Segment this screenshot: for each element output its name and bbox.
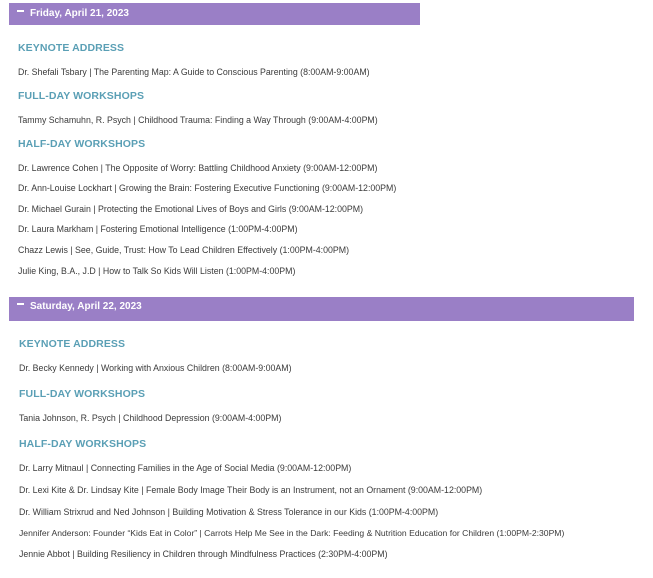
session-item: Dr. Lexi Kite & Dr. Lindsay Kite | Female Body Image Their Body is an Instrument, not an Ornament (9:00AM-12:00PM)	[19, 485, 483, 495]
session-item: Dr. Laura Markham | Fostering Emotional Intelligence (1:00PM-4:00PM)	[18, 224, 298, 234]
fullday-heading: FULL-DAY WORKSHOPS	[18, 90, 145, 102]
session-item: Jennie Abbot | Building Resiliency in Children through Mindfulness Practices (2:30PM-4:00PM)	[19, 549, 388, 559]
session-item: Dr. Lawrence Cohen | The Opposite of Worry: Battling Childhood Anxiety (9:00AM-12:00PM)	[18, 163, 378, 173]
collapse-icon[interactable]	[17, 10, 24, 12]
fullday-heading: FULL-DAY WORKSHOPS	[19, 388, 146, 400]
session-item: Dr. Ann-Louise Lockhart | Growing the Brain: Fostering Executive Functioning (9:00AM-12:00PM)	[18, 183, 397, 193]
session-item: Dr. Shefali Tsbary | The Parenting Map: A Guide to Conscious Parenting (8:00AM-9:00AM)	[18, 67, 370, 77]
halfday-heading: HALF-DAY WORKSHOPS	[19, 438, 147, 450]
session-item: Chazz Lewis | See, Guide, Trust: How To Lead Children Effectively (1:00PM-4:00PM)	[18, 245, 350, 255]
collapse-icon[interactable]	[17, 303, 24, 305]
keynote-heading: KEYNOTE ADDRESS	[19, 338, 126, 350]
session-item: Jennifer Anderson: Founder “Kids Eat in Color” | Carrots Help Me See in the Dark: Feeding & Nutrition Education for Children (1:00PM-2:30PM)	[19, 528, 565, 538]
session-item: Tania Johnson, R. Psych | Childhood Depression (9:00AM-4:00PM)	[19, 413, 282, 423]
day-header-label: Saturday, April 22, 2023	[30, 301, 142, 312]
halfday-heading: HALF-DAY WORKSHOPS	[18, 138, 146, 150]
session-item: Dr. Larry Mitnaul | Connecting Families in the Age of Social Media (9:00AM-12:00PM)	[19, 463, 352, 473]
session-item: Dr. Michael Gurain | Protecting the Emotional Lives of Boys and Girls (9:00AM-12:00PM)	[18, 204, 364, 214]
session-item: Dr. Becky Kennedy | Working with Anxious Children (8:00AM-9:00AM)	[19, 363, 292, 373]
day-header-saturday[interactable]	[9, 297, 634, 321]
session-item: Tammy Schamuhn, R. Psych | Childhood Trauma: Finding a Way Through (9:00AM-4:00PM)	[18, 115, 378, 125]
session-item: Dr. William Strixrud and Ned Johnson | Building Motivation & Stress Tolerance in our Kids (1:00PM-4:00PM)	[19, 507, 439, 517]
session-item: Julie King, B.A., J.D | How to Talk So Kids Will Listen (1:00PM-4:00PM)	[18, 266, 296, 276]
day-header-label: Friday, April 21, 2023	[30, 8, 129, 19]
keynote-heading: KEYNOTE ADDRESS	[18, 42, 125, 54]
day-header-friday[interactable]	[9, 3, 420, 25]
